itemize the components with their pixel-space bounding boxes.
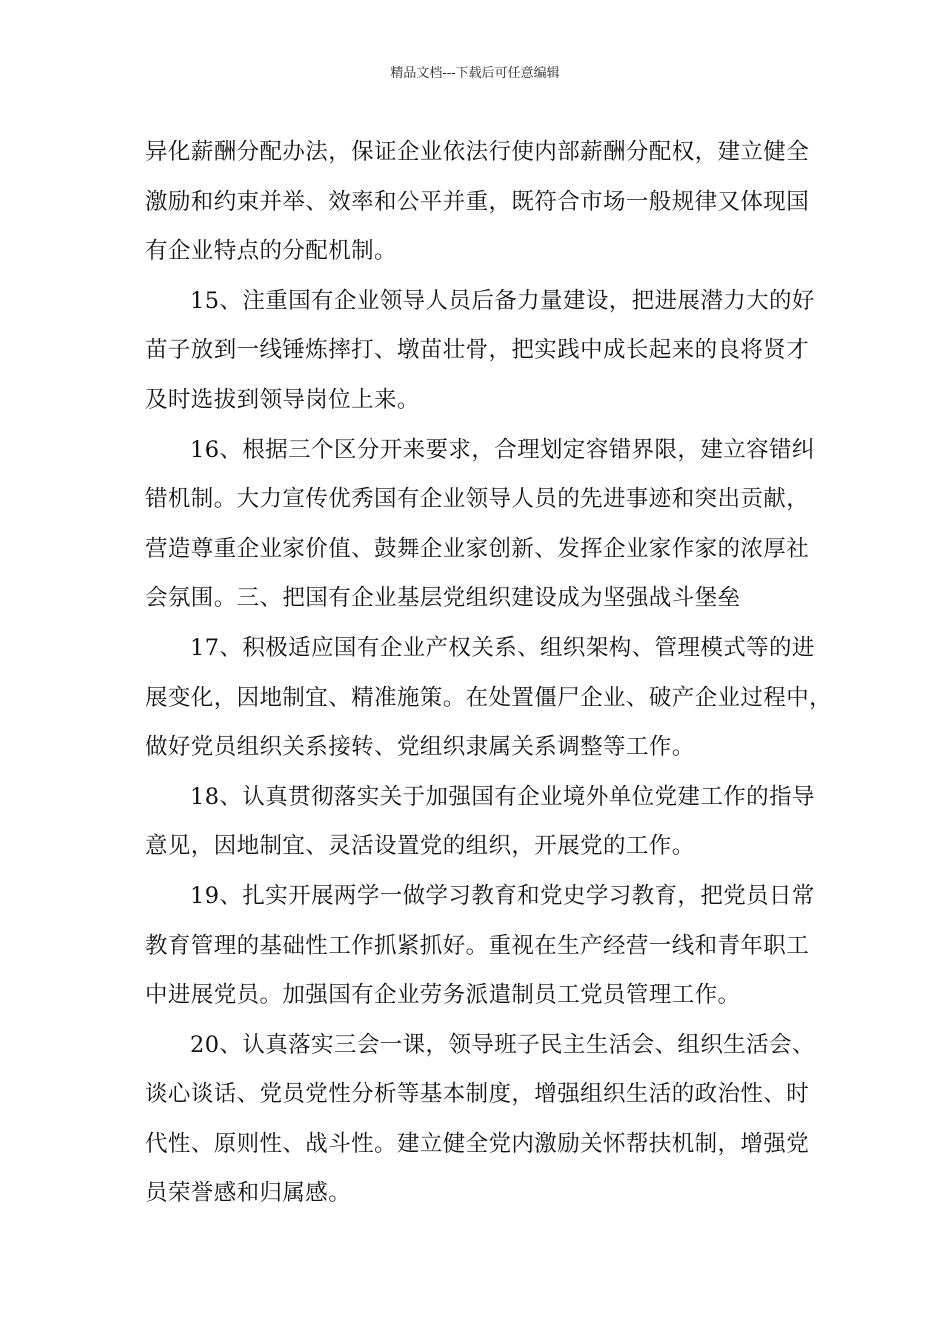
text-line: 错机制。大力宣传优秀国有企业领导人员的先进事迹和突出贡献， [145,486,810,513]
paragraph-item-15 [145,277,825,426]
text-line: 代性、原则性、战斗性。建立健全党内激励关怀帮扶机制，增强党 [145,1130,810,1157]
text-line: 教育管理的基础性工作抓紧抓好。重视在生产经营一线和青年职工 [145,932,810,959]
text-line: 意见，因地制宜、灵活设置党的组织，开展党的工作。 [145,833,695,860]
text-line: 激励和约束并举、效率和公平并重，既符合市场一般规律又体现国 [145,188,810,215]
text-line: 谈心谈话、党员党性分析等基本制度，增强组织生活的政治性、时 [145,1081,810,1108]
paragraph-item-19 [145,872,825,1021]
text-line: 中进展党员。加强国有企业劳务派遣制员工党员管理工作。 [145,982,741,1009]
text-line: 做好党员组织关系接转、党组织隶属关系调整等工作。 [145,734,695,761]
paragraph-item-16 [145,426,825,624]
text-line: 营造尊重企业家价值、鼓舞企业家创新、发挥企业家作家的浓厚社 [145,535,810,562]
text-line: 苗子放到一线锤炼摔打、墩苗壮骨，把实践中成长起来的良将贤才 [145,337,810,364]
text-line: 19、扎实开展两学一做学习教育和党史学习教育，把党员日常 [190,882,815,909]
paragraph-item-17 [145,624,833,773]
paragraph-item-18 [145,773,825,872]
text-line: 展变化，因地制宜、精准施策。在处置僵尸企业、破产企业过程中， [145,684,833,711]
text-line: 16、根据三个区分开来要求，合理划定容错界限，建立容错纠 [190,436,815,463]
text-line: 员荣誉感和归属感。 [145,1180,352,1207]
text-line: 18、认真贯彻落实关于加强国有企业境外单位党建工作的指导 [190,783,815,810]
text-line: 及时选拔到领导岗位上来。 [145,386,420,413]
text-line: 15、注重国有企业领导人员后备力量建设，把进展潜力大的好 [190,287,815,314]
text-line: 异化薪酬分配办法，保证企业依法行使内部薪酬分配权，建立健全 [145,139,810,165]
text-line: 有企业特点的分配机制。 [145,238,397,265]
page-header: 精品文档---下载后可任意编辑 [390,66,560,81]
paragraph-item-20 [145,1021,825,1219]
document-body [145,128,833,1219]
text-line: 会氛围。三、把国有企业基层党组织建设成为坚强战斗堡垒 [145,585,741,612]
text-line: 20、认真落实三会一课，领导班子民主生活会、组织生活会、 [190,1031,815,1058]
text-line: 17、积极适应国有企业产权关系、组织架构、管理模式等的进 [190,634,815,661]
paragraph-continuation [145,128,825,277]
